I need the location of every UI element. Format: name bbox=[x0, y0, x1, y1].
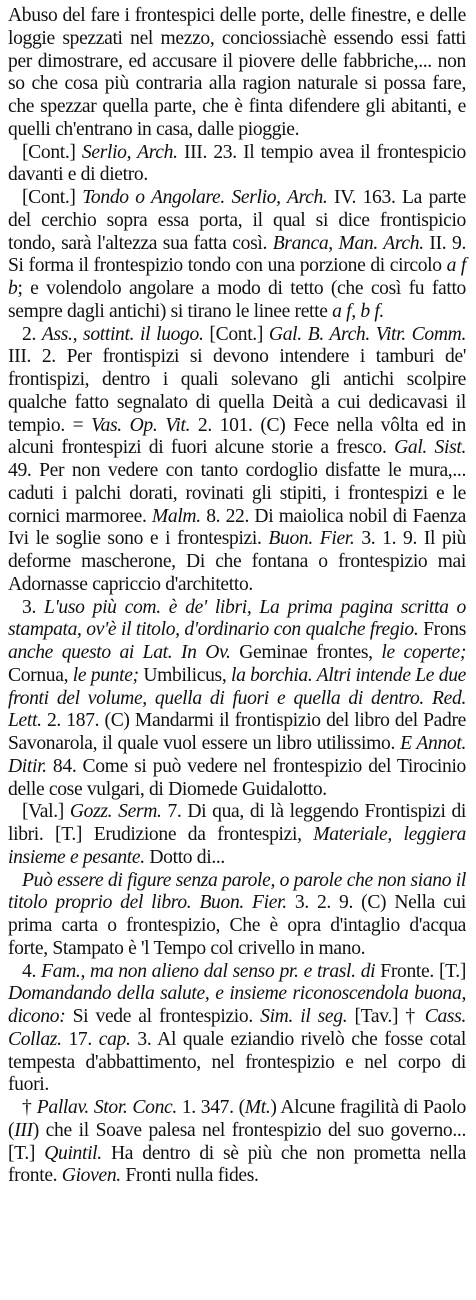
body-text: 3. bbox=[22, 596, 45, 618]
body-text: Cornua, bbox=[8, 664, 73, 686]
italic-text: Buon. Fier. bbox=[268, 528, 355, 550]
italic-text: Può essere di figure senza parole, o parole che non siano il titolo proprio del libro. Buon. Fier. bbox=[8, 869, 466, 914]
body-text: ; e volendolo angolare a modo di tetto (che così fu fatto sempre dagli antichi) si tirano le linee rette bbox=[8, 278, 466, 322]
italic-text: Sim. il seg. bbox=[260, 1006, 348, 1027]
body-text: ) che il Soave palesa nel frontespizio del suo governo... [T.] bbox=[8, 1119, 466, 1164]
italic-text: Ass., sottint. il luogo. bbox=[41, 323, 204, 345]
body-text: 2. 101. (C) Fece nella vôlta ed in alcuni frontespizi di fuori alcune storie a fresco. bbox=[8, 414, 466, 459]
italic-text: Malm. bbox=[151, 505, 201, 527]
body-text: 1. 347. ( bbox=[176, 1097, 245, 1118]
body-text: 17. bbox=[61, 1028, 99, 1050]
body-text: 3. 2. 9. (C) Nella cui prima carta o frontespizio, Che è opra d'intaglio d'acqua forte, Stampato è 'l Tempo col crivello in mano. bbox=[8, 892, 466, 959]
italic-text: Tondo o Angolare. bbox=[82, 187, 225, 208]
italic-text: Cass. Collaz. bbox=[8, 1006, 466, 1050]
entry-paragraph bbox=[8, 801, 466, 869]
body-text: ) Alcune fragilità di Paolo ( bbox=[8, 1097, 466, 1141]
body-text: 3. Al quale eziandio rivelò che fosse cotal tempesta d'abbattimento, nel frontespizio e nel corpo di fuori. bbox=[8, 1028, 466, 1096]
body-text: 84. Come si può vedere nel frontespizio del Tirocinio delle cose vulgari, di Diomede Guidalotto. bbox=[8, 755, 466, 800]
italic-text: le punte; bbox=[72, 664, 139, 686]
body-text: [Val.] bbox=[22, 801, 70, 823]
body-text: [Tav.] † bbox=[347, 1006, 425, 1027]
italic-text: anche questo ai Lat. In Ov. bbox=[8, 642, 231, 663]
body-text: Abuso del fare i frontespici delle porte, delle finestre, e delle loggie spezzati nel mezzo, conciossiachè essendo essi fatti per dimostrare, ed accusare il piovere delle fabbriche,... non so che cosa più contraria alla ragion naturale si possa fare, che spezzar quella parte, che è finta difendere gli abitanti, e quelli ch'entrano in casa, dalle pioggie. bbox=[8, 5, 466, 140]
italic-text: Gal. Sist. bbox=[394, 437, 466, 459]
body-text: 2. bbox=[22, 323, 42, 345]
body-text: Geminae frontes, bbox=[230, 642, 382, 663]
italic-text: Gozz. Serm. bbox=[69, 801, 162, 823]
italic-text: Fam., ma non alieno dal senso pr. e trasl. di bbox=[41, 960, 376, 982]
entry-paragraph bbox=[8, 142, 466, 188]
body-text: Dotto di... bbox=[144, 846, 225, 868]
body-text: Si vede al frontespizio. bbox=[65, 1006, 261, 1027]
italic-text: le coperte; bbox=[381, 642, 467, 663]
body-text: II. 9. Si forma il frontespizio tondo con una porzione di circolo bbox=[8, 232, 466, 277]
body-text: 2. 187. (C) Mandarmi il frontispizio del libro del Padre Savonarola, il quale vuol essere un libro utilissimo. bbox=[8, 710, 466, 754]
body-text: [Cont.] bbox=[22, 187, 83, 208]
body-text: 7. Di qua, di là leggendo Frontispizi di libri. [T.] Erudizione da frontespizi, bbox=[8, 801, 467, 845]
entry-paragraph bbox=[8, 1097, 466, 1188]
entry-paragraph bbox=[8, 5, 466, 142]
body-text: [Cont.] bbox=[203, 323, 269, 345]
entry-paragraph bbox=[8, 870, 466, 961]
italic-text: a f b bbox=[8, 255, 466, 299]
entry-paragraph bbox=[8, 187, 466, 324]
italic-text: Domandando della salute, e insieme riconoscendola buona, dicono: bbox=[8, 983, 466, 1027]
italic-text: L'uso più com. è de' libri, La prima pagina scritta o stampata, ov'è il titolo, d'ordinario con qualche fregio. bbox=[8, 596, 466, 641]
italic-text: Quintil. bbox=[44, 1142, 102, 1164]
italic-text: Branca, Man. Arch. bbox=[272, 232, 424, 254]
italic-text: Vas. Op. Vit. bbox=[91, 414, 191, 436]
italic-text: III bbox=[14, 1119, 33, 1141]
body-text: 49. Per non vedere con tanto cordoglio disfatte le mura,... caduti i palchi dorati, rovinati gli stipiti, i frontespizi e le cornici marmoree. bbox=[8, 460, 466, 527]
italic-text: la borchia. Altri intende Le due fronti del volume, quella di fuori e quella di dentro. Red. Lett. bbox=[8, 664, 466, 732]
entry-paragraph bbox=[8, 324, 466, 597]
italic-text: Serlio, Arch. bbox=[231, 187, 328, 208]
italic-text: Gioven. bbox=[61, 1165, 121, 1187]
body-text: 3. 1. 9. Il più deforme mascherone, Di che fontana o frontespizio mai Adornasse capriccio d'architetto. bbox=[8, 528, 466, 595]
italic-text: Serlio, Arch. bbox=[81, 141, 178, 163]
body-text: III. 2. Per frontispizi si devono intendere i tamburi de' frontispizi, dentro i quali solevano gli antichi scolpire qualche fatto segnalato di quella Deità a cui dedicavasi il tempio. = bbox=[8, 346, 466, 436]
body-text: 4. bbox=[22, 960, 42, 982]
italic-text: E Annot. Ditir. bbox=[8, 733, 466, 777]
italic-text: Mt. bbox=[244, 1097, 271, 1118]
entry-paragraph bbox=[8, 597, 466, 802]
body-text: Umbilicus, bbox=[138, 664, 231, 686]
body-text: 8. 22. Di maiolica nobil di Faenza Ivi le soglie sono e i frontespizi. bbox=[8, 505, 467, 550]
body-text: † bbox=[22, 1097, 37, 1118]
entry-paragraph bbox=[8, 961, 466, 1098]
italic-text: cap. bbox=[98, 1028, 131, 1050]
body-text: Ha dentro di sè più che non prometta nella fronte. bbox=[8, 1142, 466, 1187]
italic-text: Materiale, leggiera insieme e pesante. bbox=[8, 824, 466, 868]
body-text: Frons bbox=[418, 619, 466, 641]
italic-text: a f, b f. bbox=[332, 300, 384, 322]
body-text: Fronti nulla fides. bbox=[120, 1165, 259, 1187]
italic-text: Pallav. Stor. Conc. bbox=[36, 1097, 177, 1118]
body-text: III. 23. Il tempio avea il frontespicio davanti e di dietro. bbox=[8, 141, 466, 186]
body-text: Fronte. [T.] bbox=[375, 960, 467, 982]
body-text: IV. 163. La parte del cerchio sopra essa porta, il qual si dice frontispicio tondo, sarà l'altezza sua fatta così. bbox=[8, 187, 466, 254]
body-text: [Cont.] bbox=[22, 141, 82, 163]
italic-text: Gal. B. Arch. Vitr. Comm. bbox=[268, 323, 466, 345]
